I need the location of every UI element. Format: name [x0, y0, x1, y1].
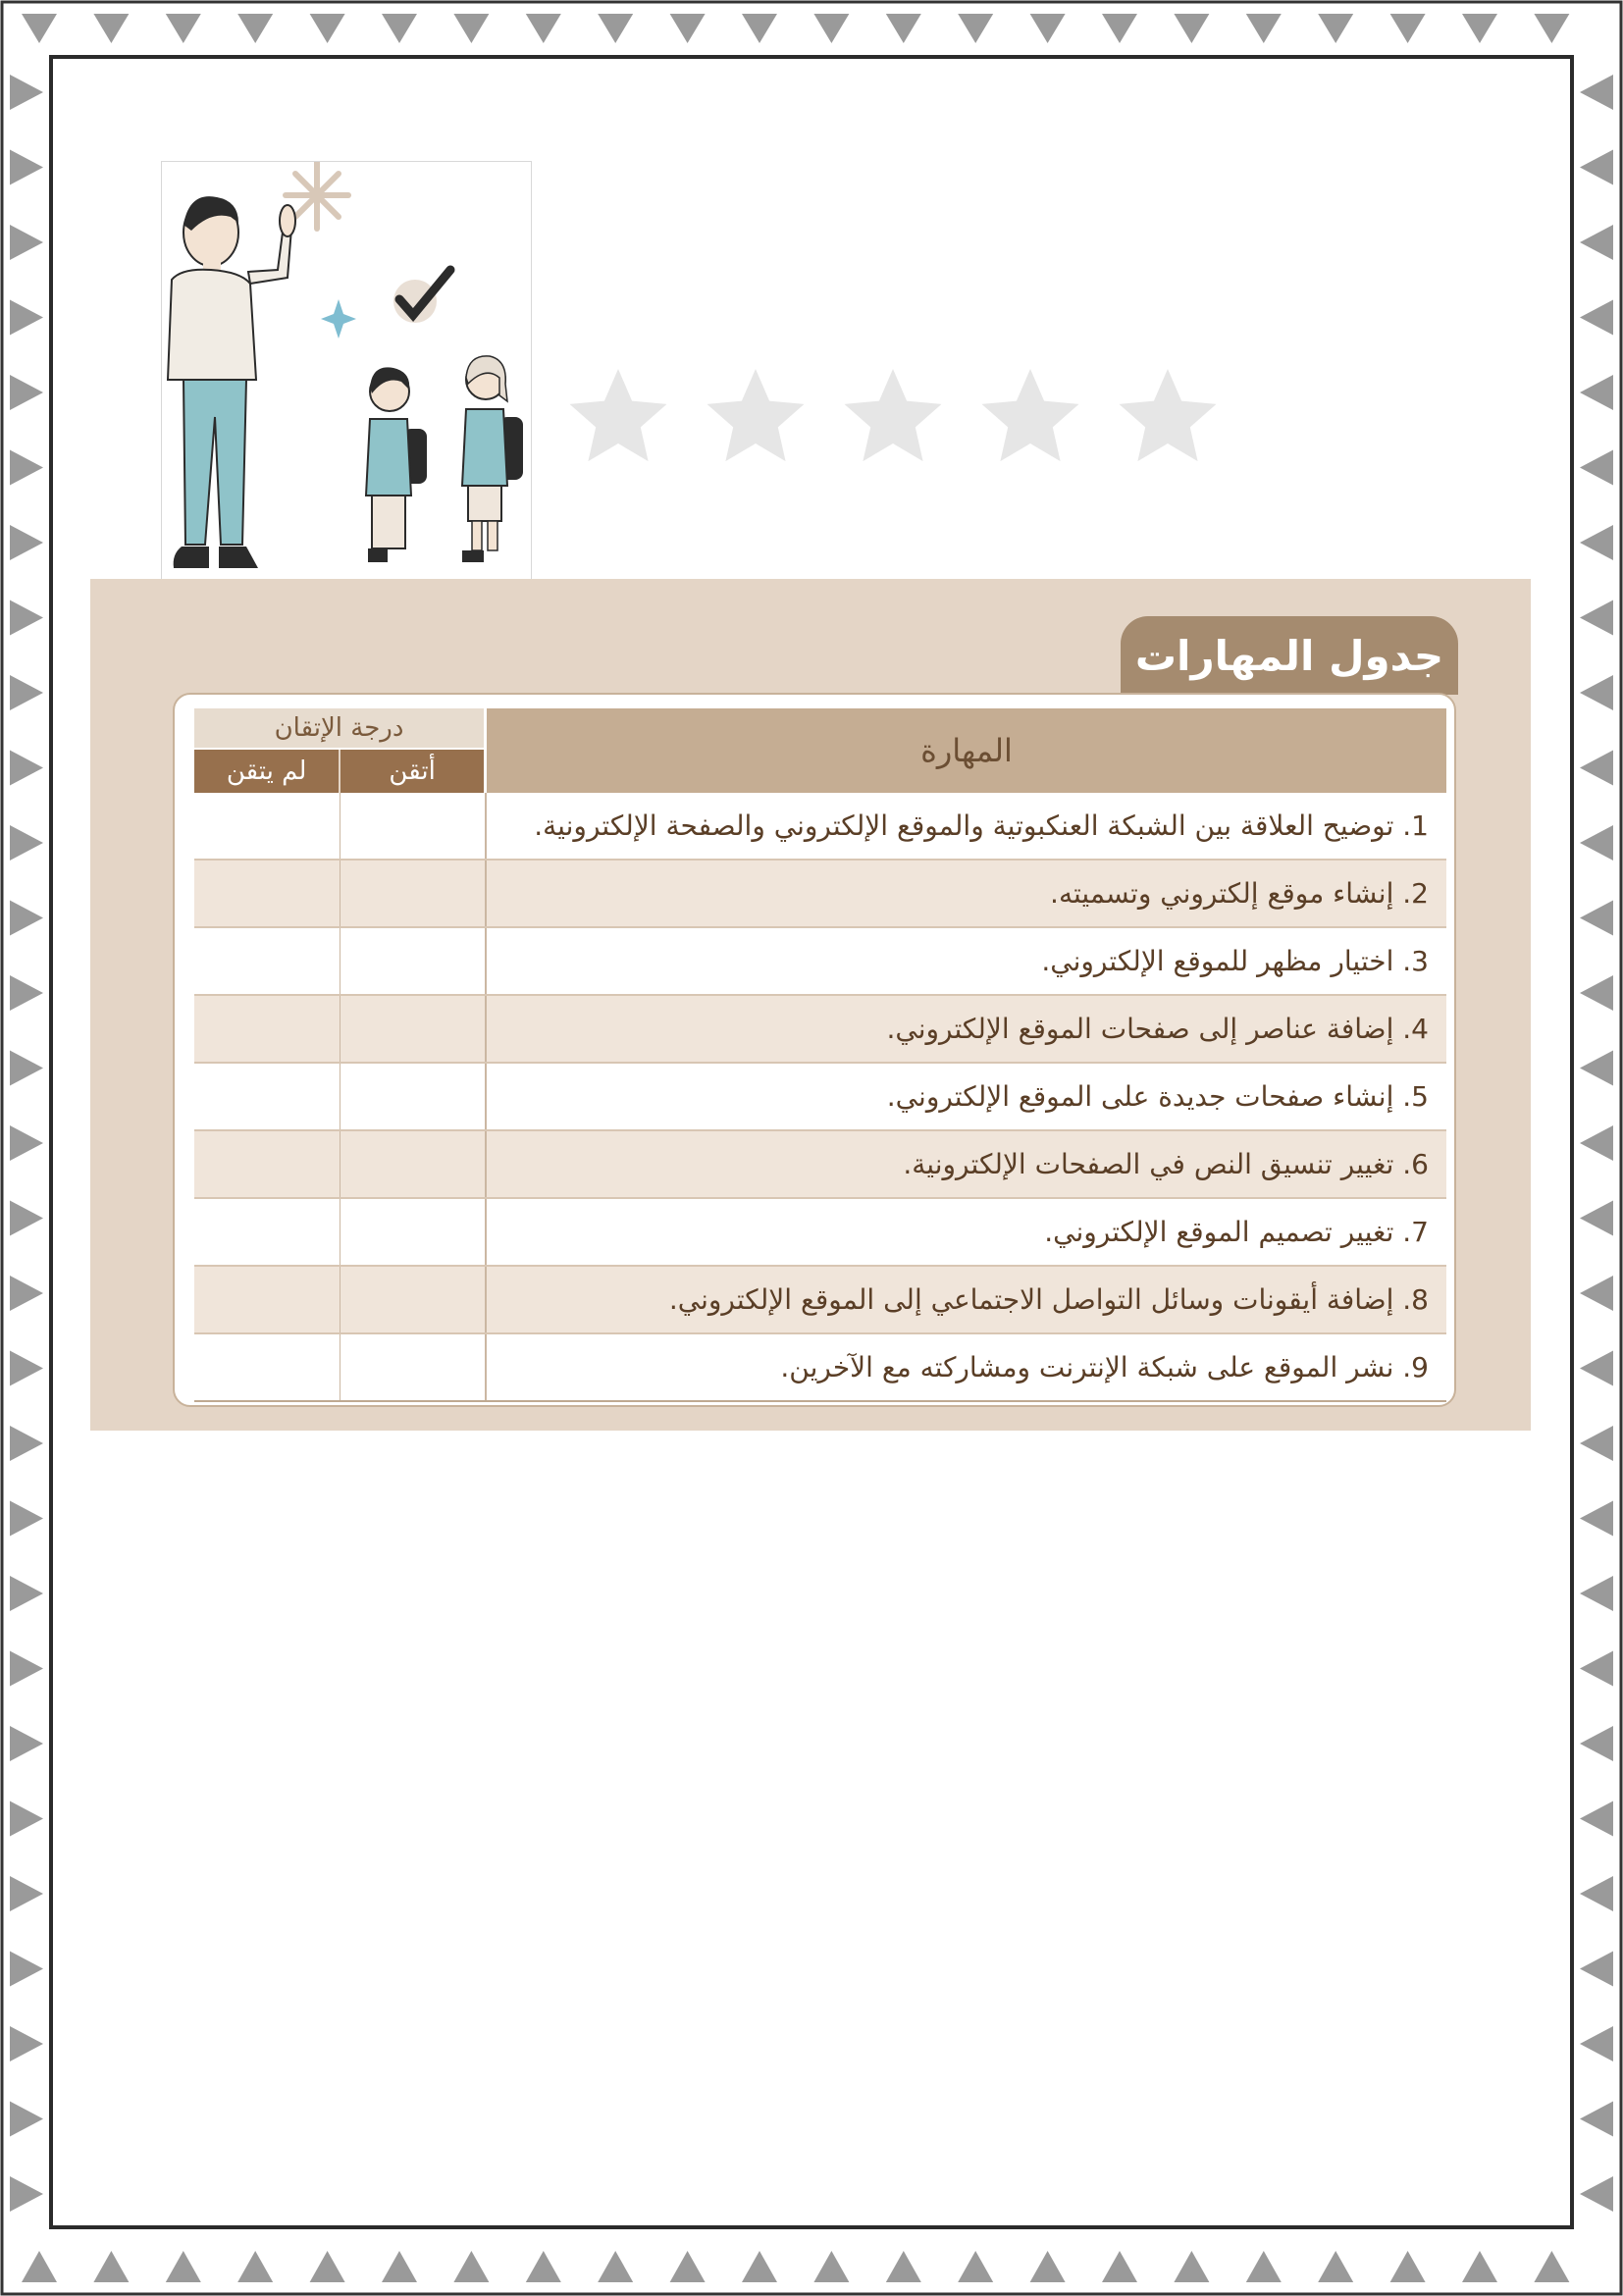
table-row: [194, 793, 1446, 860]
teacher-figure: [168, 196, 295, 568]
mastered-cell[interactable]: [340, 860, 485, 927]
table-row: [194, 1266, 1446, 1333]
skill-text: 3. اختيار مظهر للموقع الإلكتروني.: [486, 927, 1447, 995]
skill-text: 2. إنشاء موقع إلكتروني وتسميته.: [486, 860, 1447, 927]
student-figure: [462, 356, 523, 562]
not-mastered-cell[interactable]: [194, 995, 340, 1063]
teacher-students-illustration: [161, 161, 532, 581]
skill-text: 1. توضيح العلاقة بين الشبكة العنكبوتية والموقع الإلكتروني والصفحة الإلكترونية.: [486, 793, 1447, 860]
mastered-cell[interactable]: [340, 793, 485, 860]
skills-table: [194, 708, 1446, 1402]
skill-text: 7. تغيير تصميم الموقع الإلكتروني.: [486, 1198, 1447, 1266]
star-icon[interactable]: [845, 369, 942, 461]
not-mastered-cell[interactable]: [194, 1198, 340, 1266]
not-mastered-cell[interactable]: [194, 1266, 340, 1333]
star-icon[interactable]: [982, 369, 1079, 461]
table-row: [194, 1333, 1446, 1401]
skill-text: 8. إضافة أيقونات وسائل التواصل الاجتماعي إلى الموقع الإلكتروني.: [486, 1266, 1447, 1333]
star-icon[interactable]: [707, 369, 805, 461]
skill-text: 6. تغيير تنسيق النص في الصفحات الإلكترونية.: [486, 1130, 1447, 1198]
skill-text: 5. إنشاء صفحات جديدة على الموقع الإلكتروني.: [486, 1063, 1447, 1130]
star-icon[interactable]: [1120, 369, 1217, 461]
mastered-cell[interactable]: [340, 1063, 485, 1130]
not-mastered-cell[interactable]: [194, 927, 340, 995]
table-row: [194, 927, 1446, 995]
table-row: [194, 1130, 1446, 1198]
mastered-cell[interactable]: [340, 1198, 485, 1266]
not-mastered-cell[interactable]: [194, 860, 340, 927]
mastered-cell[interactable]: [340, 927, 485, 995]
sparkle-icon: [321, 299, 356, 339]
skill-text: 4. إضافة عناصر إلى صفحات الموقع الإلكتروني.: [486, 995, 1447, 1063]
table-row: [194, 1063, 1446, 1130]
mastered-cell[interactable]: [340, 1266, 485, 1333]
not-mastered-cell[interactable]: [194, 793, 340, 860]
rating-stars: [559, 363, 1227, 471]
not-mastered-cell[interactable]: [194, 1333, 340, 1401]
not-mastered-cell[interactable]: [194, 1063, 340, 1130]
mastered-column-header: أتقن: [340, 749, 485, 793]
skills-card: [173, 693, 1456, 1407]
mastered-cell[interactable]: [340, 1333, 485, 1401]
not-mastered-cell[interactable]: [194, 1130, 340, 1198]
table-row: [194, 995, 1446, 1063]
not-mastered-column-header: لم يتقن: [194, 749, 340, 793]
skill-column-header: المهارة: [486, 708, 1447, 793]
skill-text: 9. نشر الموقع على شبكة الإنترنت ومشاركته مع الآخرين.: [486, 1333, 1447, 1401]
star-icon[interactable]: [570, 369, 667, 461]
student-figure: [366, 367, 427, 562]
panel-title: جدول المهارات: [1121, 616, 1458, 695]
table-row: [194, 860, 1446, 927]
mastery-degree-header: درجة الإتقان: [194, 708, 486, 749]
table-row: [194, 1198, 1446, 1266]
mastered-cell[interactable]: [340, 1130, 485, 1198]
mastered-cell[interactable]: [340, 995, 485, 1063]
